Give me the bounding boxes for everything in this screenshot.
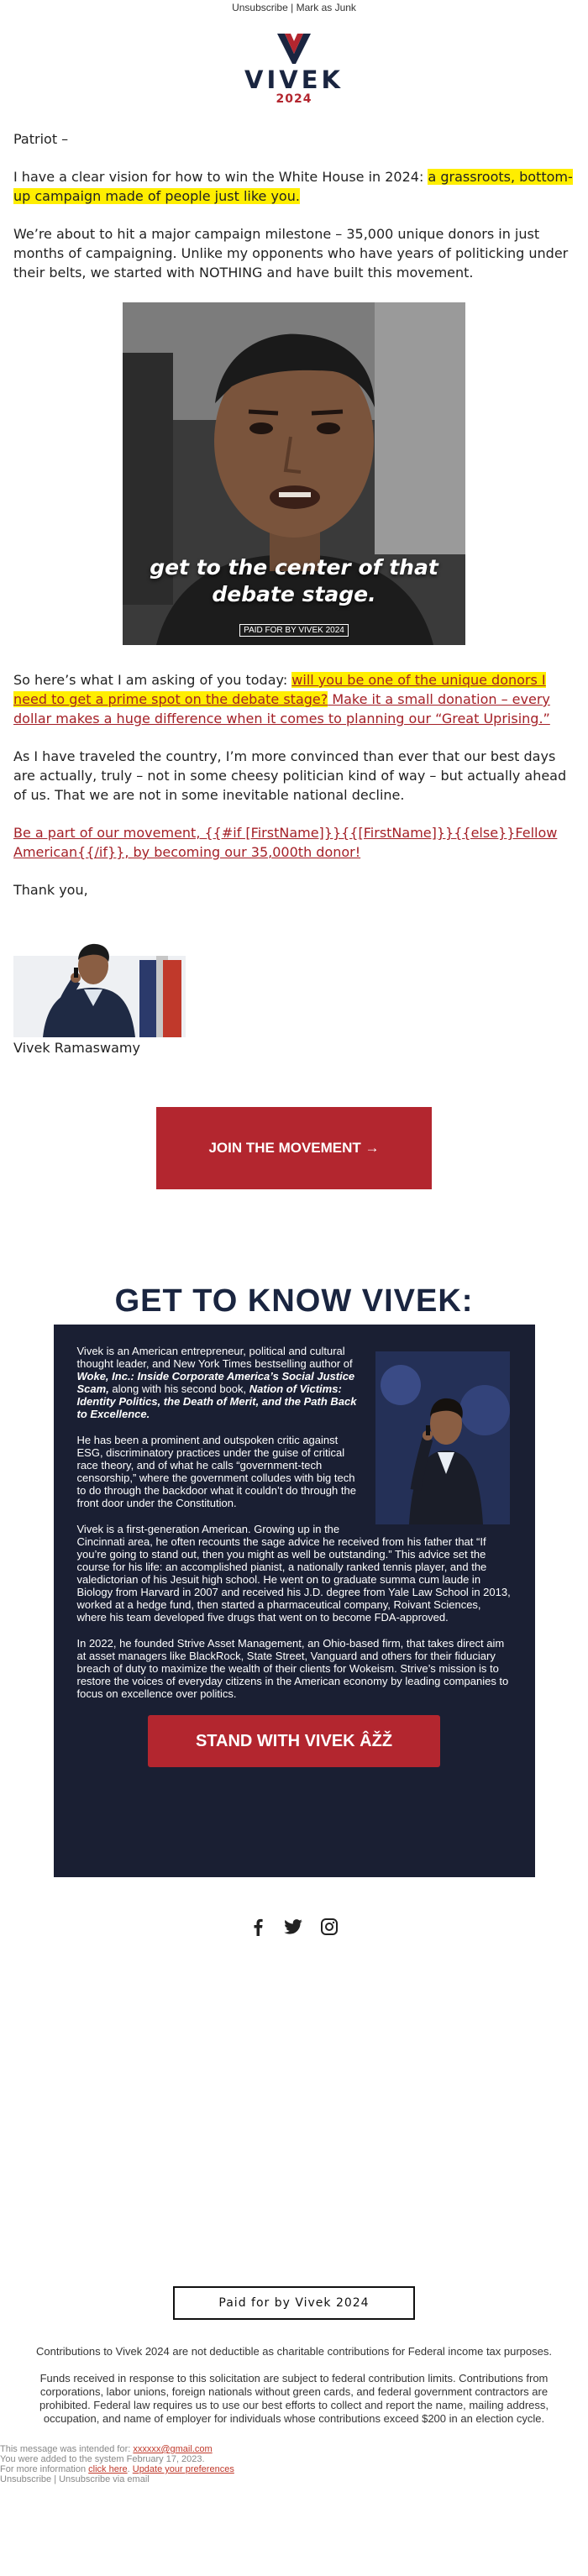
instagram-icon bbox=[321, 1918, 338, 1935]
signature-name: Vivek Ramaswamy bbox=[13, 1040, 140, 1056]
facebook-icon bbox=[250, 1918, 265, 1936]
cta-wrapper bbox=[0, 1107, 588, 1189]
paid-for-box: Paid for by Vivek 2024 bbox=[173, 2286, 415, 2320]
logo-year: 2024 bbox=[276, 92, 312, 106]
gtk-paragraph-strive: In 2022, he founded Strive Asset Management, an Ohio-based firm, that takes direct aim at asset managers like BlackRock, State Street, Vanguard and others for their fiduciary breach of duty to maximize the wealth of their clients for Wokeism. Strive’s mission is to restore the voices of everyday citizens in the American economy by leading companies to focus on excellence over politics. bbox=[76, 1637, 509, 1700]
vivek-stage-photo bbox=[375, 1351, 510, 1524]
video-paid-text: PAID FOR BY VIVEK 2024 bbox=[239, 624, 349, 637]
paragraph-vision bbox=[13, 167, 575, 206]
video-caption-line-2: debate stage. bbox=[212, 582, 376, 606]
unsubscribe-link[interactable]: Unsubscribe bbox=[232, 2, 288, 13]
unsubscribe-footer-line[interactable]: Unsubscribe | Unsubscribe via email bbox=[0, 2474, 150, 2484]
gtk-paragraph-background: Vivek is a first-generation American. Growing up in the Cincinnati area, he often recounts the sage advice he received from his father that “If you’re going to stand out, then you might as well be outstanding.” This advice set the course for his life: an accomplished pianist, a nationally ranked tennis player, and the valedictorian of his Jesuit high school. He went on to graduate summa cum laude in Biology from Harvard in 2007 and received his J.D. degree from Yale Law School in 2013, worked at a hedge fund, then started a pharmaceutical company, Roivant Sciences, where his team developed five drugs that went on to become FDA-approved. bbox=[76, 1523, 511, 1624]
recipient-email-link[interactable]: xxxxxx@gmail.com bbox=[133, 2444, 213, 2454]
intended-for-label: This message was intended for: bbox=[0, 2444, 134, 2454]
campaign-logo bbox=[0, 34, 588, 106]
greeting: Patriot – bbox=[13, 131, 69, 147]
video-caption bbox=[123, 554, 465, 608]
mark-junk-link[interactable]: Mark as Junk bbox=[296, 2, 356, 13]
top-links-separator: | bbox=[291, 2, 294, 13]
more-info-line bbox=[0, 2464, 588, 2474]
movement-donor-link[interactable]: Be a part of our movement, {{#if [FirstName]}}{{[FirstName]}}{{else}}Fellow American{{/if}}, by becoming our 35,000th donor! bbox=[13, 825, 558, 860]
added-date-line: You were added to the system February 17, 2023. bbox=[0, 2454, 205, 2464]
footer-meta bbox=[0, 2444, 588, 2484]
click-here-link[interactable]: click here bbox=[88, 2464, 128, 2474]
gtk-book-nation-of-victims: Nation of Victims: Identity Politics, the Death of Merit, and the Path Back to Excellence. bbox=[76, 1382, 357, 1420]
instagram-link[interactable] bbox=[321, 1918, 338, 1939]
paid-for-wrapper bbox=[0, 2286, 588, 2320]
fec-disclaimer: Funds received in response to this solicitation are subject to federal contribution limits. Contributions from corporations, labor unions, foreign nationals without green cards, and federal government contractors are prohibited. Federal law requires us to use our best efforts to collect and report the name, mailing address, occupation, and name of employer for individuals whose contributions exceed $200 in an election cycle. bbox=[39, 2372, 549, 2425]
paragraph-traveled: As I have traveled the country, I’m more convinced than ever that our best days are actually, truly – not in some cheesy politician kind of way – but actually ahead of us. That we are not in some inevitable national decline. bbox=[13, 748, 567, 803]
paragraph-vision-text: I have a clear vision for how to win the White House in 2024: bbox=[13, 169, 428, 185]
paragraph-ask-text: So here’s what I am asking of you today: bbox=[13, 672, 292, 688]
get-to-know-title: GET TO KNOW VIVEK: bbox=[114, 1283, 474, 1319]
update-preferences-link[interactable]: Update your preferences bbox=[132, 2464, 234, 2474]
twitter-link[interactable] bbox=[284, 1919, 302, 1939]
facebook-link[interactable] bbox=[250, 1918, 265, 1940]
gtk-paragraph-critic: He has been a prominent and outspoken critic against ESG, discriminatory practices under the guise of critical race theory, and of what he calls “government-tech censorship,” where the government colludes with big tech to do through the backdoor what it couldn’t do through the front door under the Constitution. bbox=[76, 1434, 356, 1509]
tax-disclaimer: Contributions to Vivek 2024 are not deductible as charitable contributions for Federal income tax purposes. bbox=[35, 2345, 552, 2358]
stand-with-vivek-button[interactable]: STAND WITH VIVEK ÂŽŽ bbox=[148, 1715, 440, 1767]
gtk-author-mid: along with his second book, bbox=[108, 1382, 249, 1395]
sign-off: Thank you, bbox=[13, 882, 88, 898]
paragraph-milestone: We’re about to hit a major campaign milestone – 35,000 unique donors in just months of campaigning. Unlike my opponents who have years of politicking under their belts, we started with NOTHING and have built this movement. bbox=[13, 226, 569, 281]
donor-ask-link[interactable]: will you be one of the unique donors I need to get a prime spot on the debate stage? bbox=[13, 672, 546, 707]
social-links bbox=[0, 1918, 588, 1940]
logo-name: VIVEK bbox=[244, 66, 344, 94]
gtk-author-text: Vivek is an American entrepreneur, political and cultural thought leader, and New York Times bestselling author of bbox=[76, 1345, 353, 1370]
get-to-know-box bbox=[54, 1325, 535, 1877]
stage-speaker-illustration bbox=[375, 1351, 510, 1524]
paragraph-movement bbox=[13, 823, 575, 862]
more-info-label: For more information bbox=[0, 2464, 89, 2474]
video-paid-disclaimer bbox=[123, 618, 465, 640]
gtk-button-wrapper bbox=[77, 1713, 512, 1767]
gtk-book-woke-inc: Woke, Inc.: Inside Corporate America’s Social Justice Scam, bbox=[76, 1370, 355, 1395]
email-body bbox=[0, 129, 588, 1057]
video-thumbnail[interactable] bbox=[123, 302, 465, 645]
top-links bbox=[0, 0, 588, 22]
join-movement-button[interactable]: JOIN THE MOVEMENT → bbox=[156, 1107, 432, 1189]
more-info-sep: . bbox=[127, 2464, 133, 2474]
small-donation-link[interactable]: Make it a small donation – every dollar makes a huge difference when it comes to planning our “Great Uprising.” bbox=[13, 691, 550, 727]
twitter-icon bbox=[284, 1919, 302, 1934]
speaker-illustration bbox=[13, 922, 186, 1037]
vision-highlight: a grassroots, bottom-up campaign made of people just like you. bbox=[13, 169, 573, 204]
intended-for-line bbox=[0, 2444, 588, 2454]
signature-photo bbox=[13, 922, 186, 1037]
video-caption-line-1: get to the center of that bbox=[150, 555, 438, 580]
v-mark-icon bbox=[277, 34, 311, 64]
paragraph-ask bbox=[13, 670, 575, 728]
